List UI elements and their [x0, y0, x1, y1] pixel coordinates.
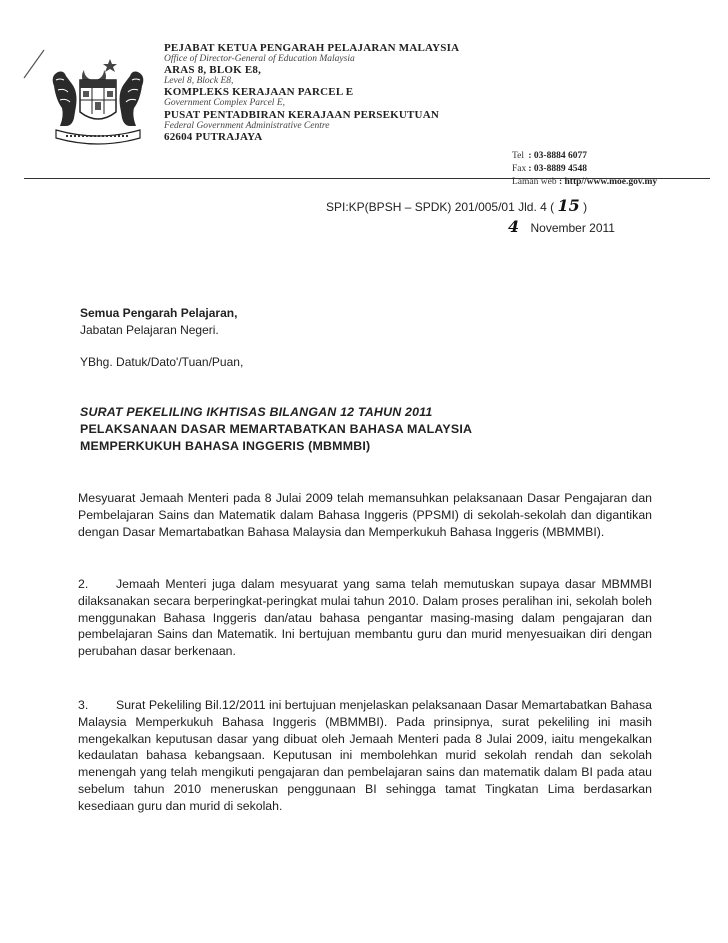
paragraph-1 [78, 490, 652, 540]
address-level: ARAS 8, BLOK E8, [164, 64, 262, 77]
address-postcode: 62604 PUTRAJAYA [164, 130, 263, 143]
office-name: PEJABAT KETUA PENGARAH PELAJARAN MALAYSIA [164, 42, 460, 54]
date-month-year: November 2011 [530, 221, 615, 235]
paragraph-3-text: Surat Pekeliling Bil.12/2011 ini bertujuan menjelaskan pelaksanaan Dasar Memartabatkan Bahasa Malaysia Memperkukuh Bahasa Inggeris (MBMMBI). Pada prinsipnya, surat pekeliling ini masih mengekalkan keputusan dasar yang dibuat oleh Jemaah Menteri pada 8 Julai 2009, iaitu mengekalkan kedaulatan bahasa kebangsaan. Keputusan ini membolehkan murid sekolah rendah dan sekolah menengah yang telah mengikuti pengajaran dan pembelajaran sains dan matematik dalam BI pada atau sebelum tahun 2010 meneruskan penggunaan BI sehingga tamat Tingkatan Lima berdasarkan kesediaan guru dan murid di sekolah. [78, 698, 652, 813]
paragraph-1-text: Mesyuarat Jemaah Menteri pada 8 Julai 2009 telah memansuhkan pelaksanaan Dasar Pengajaran dan Pembelajaran Sains dan Matematik dalam Bahasa Inggeris (PPSMI) di sekolah-sekolah dan digantikan dengan Dasar Memartabatkan Bahasa Malaysia dan Memperkukuh Bahasa Inggeris (MBMMBI). [78, 491, 652, 539]
telephone-label: Tel [512, 151, 524, 161]
website-url: : http//www.moe.gov.my [558, 177, 658, 187]
reference-number [326, 196, 587, 215]
address-centre-english: Federal Government Administrative Centre [164, 120, 330, 131]
reference-suffix: ) [583, 200, 588, 214]
addressee-department: Jabatan Pelajaran Negeri. [80, 323, 219, 337]
telephone-number: : 03-8884 6077 [528, 151, 587, 161]
addressee-title: Semua Pengarah Pelajaran, [80, 306, 238, 320]
fax-number: : 03-8889 4548 [528, 164, 587, 174]
subject-line-2: PELAKSANAAN DASAR MEMARTABATKAN BAHASA MALAYSIA [80, 422, 473, 436]
reference-prefix: SPI:KP(BPSH – SPDK) 201/005/01 Jld. 4 ( [326, 200, 555, 214]
address-complex: KOMPLEKS KERAJAAN PARCEL E [164, 86, 354, 99]
paragraph-3-number: 3. [78, 698, 89, 712]
fax-label: Fax [512, 164, 527, 174]
contact-info [512, 150, 712, 189]
salutation: YBhg. Datuk/Dato'/Tuan/Puan, [80, 355, 244, 369]
date-handwritten-day: 4 [508, 217, 520, 236]
letter-date [508, 217, 615, 236]
header-divider [24, 178, 710, 179]
paragraph-3 [78, 697, 652, 815]
reference-handwritten-number: 15 [557, 196, 580, 215]
telephone-line [512, 150, 712, 163]
subject-line-1: SURAT PEKELILING IKHTISAS BILANGAN 12 TAHUN 2011 [80, 405, 433, 419]
address-centre: PUSAT PENTADBIRAN KERAJAAN PERSEKUTUAN [164, 108, 439, 121]
office-address [164, 43, 504, 143]
website-label: Laman web [512, 177, 557, 187]
address-complex-english: Government Complex Parcel E, [164, 98, 285, 109]
paragraph-2-text: Jemaah Menteri juga dalam mesyuarat yang sama telah memutuskan supaya dasar MBMMBI dilaksanakan secara berperingkat-peringkat mulai tahun 2010. Dalam proses peralihan ini, sekolah boleh menggunakan Bahasa Inggeris dan/atau bahasa pengantar masing-masing dalam pengajaran dan pembelajaran Sains dan Matematik. Ini bertujuan membantu guru dan murid menyesuaikan diri dengan perubahan dasar berkenaan. [78, 577, 652, 659]
office-name-english: Office of Director-General of Education Malaysia [164, 54, 355, 65]
address-level-english: Level 8, Block E8, [164, 76, 234, 87]
pen-mark-icon [20, 48, 46, 88]
paragraph-2-number: 2. [78, 577, 89, 591]
paragraph-2 [78, 576, 652, 660]
fax-line [512, 163, 712, 176]
coat-of-arms-logo [46, 56, 150, 148]
subject-line-3: MEMPERKUKUH BAHASA INGGERIS (MBMMBI) [80, 439, 371, 453]
